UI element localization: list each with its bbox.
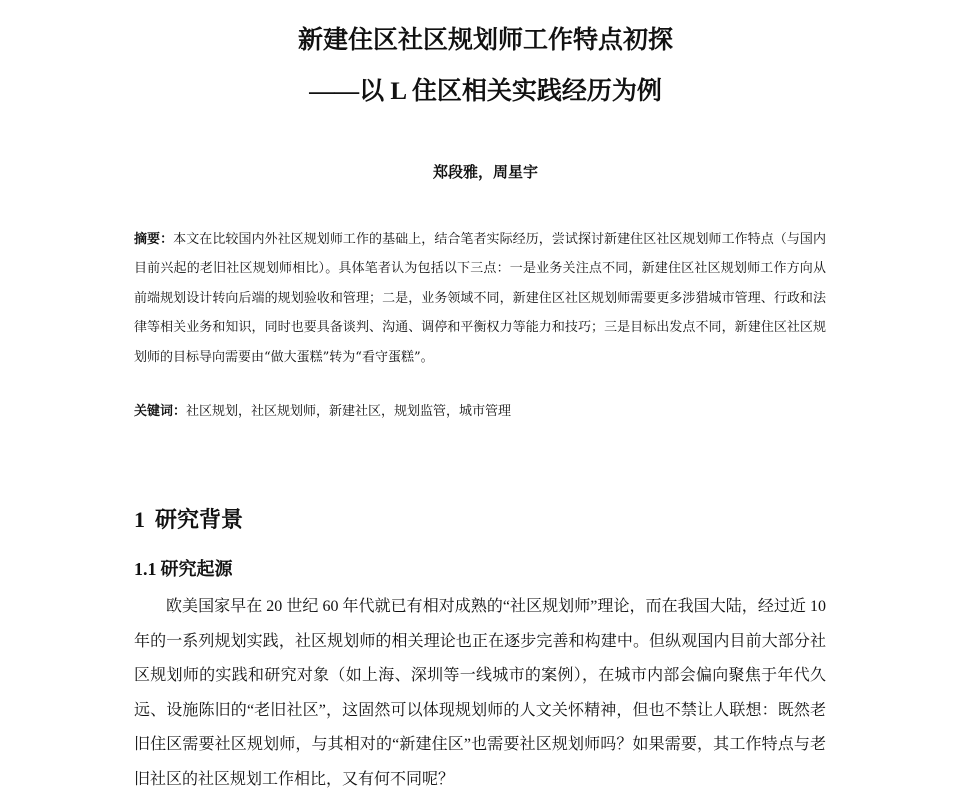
keywords-text: 社区规划，社区规划师，新建社区，规划监管，城市管理 xyxy=(186,404,512,419)
subsection-heading xyxy=(134,556,233,582)
paper-title: 新建住区社区规划师工作特点初探 xyxy=(297,27,673,54)
body-paragraph: 欧美国家早在 20 世纪 60 年代就已有相对成熟的“社区规划师”理论，而在我国大陆，经过近 10 年的一系列规划实践，社区规划师的相关理论也正在逐步完善和构建中。但纵观国内目前大部分社区规划师的实践和研究对象（如上海、深圳等一线城市的案例），在城市内部会偏向聚焦于年代久远、设施陈旧的“老旧社区”，这固然可以体现规划师的人文关怀精神，但也不禁让人联想：既然老旧住区需要社区规划师，与其相对的“新建住区”也需要社区规划师吗？如果需要，其工作特点与老旧社区的社区规划工作相比，又有何不同呢？ xyxy=(134,598,826,788)
subsection-number: 1.1 xyxy=(134,559,157,579)
section-heading xyxy=(134,505,243,535)
subsection-title: 研究起源 xyxy=(160,559,233,579)
keywords-label: 关键词： xyxy=(134,404,187,419)
keywords xyxy=(134,400,826,424)
paper-subtitle: ——以 L 住区相关实践经历为例 xyxy=(309,78,662,105)
section-title: 研究背景 xyxy=(155,507,244,532)
abstract-text: 本文在比较国内外社区规划师工作的基础上，结合笔者实际经历，尝试探讨新建住区社区规划师工作特点（与国内目前兴起的老旧社区规划师相比）。具体笔者认为包括以下三点：一是业务关注点不同，新建住区社区规划师工作方向从前端规划设计转向后端的规划验收和管理；二是，业务领域不同，新建住区社区规划师需要更多涉猎城市管理、行政和法律等相关业务和知识，同时也要具备谈判、沟通、调停和平衡权力等能力和技巧；三是目标出发点不同，新建住区社区规划师的目标导向需要由“做大蛋糕”转为“看守蛋糕”。 xyxy=(134,232,826,365)
abstract xyxy=(134,225,826,372)
abstract-label: 摘要： xyxy=(134,232,174,247)
section-number: 1 xyxy=(134,507,145,532)
authors: 郑段雅，周星宇 xyxy=(432,163,538,181)
